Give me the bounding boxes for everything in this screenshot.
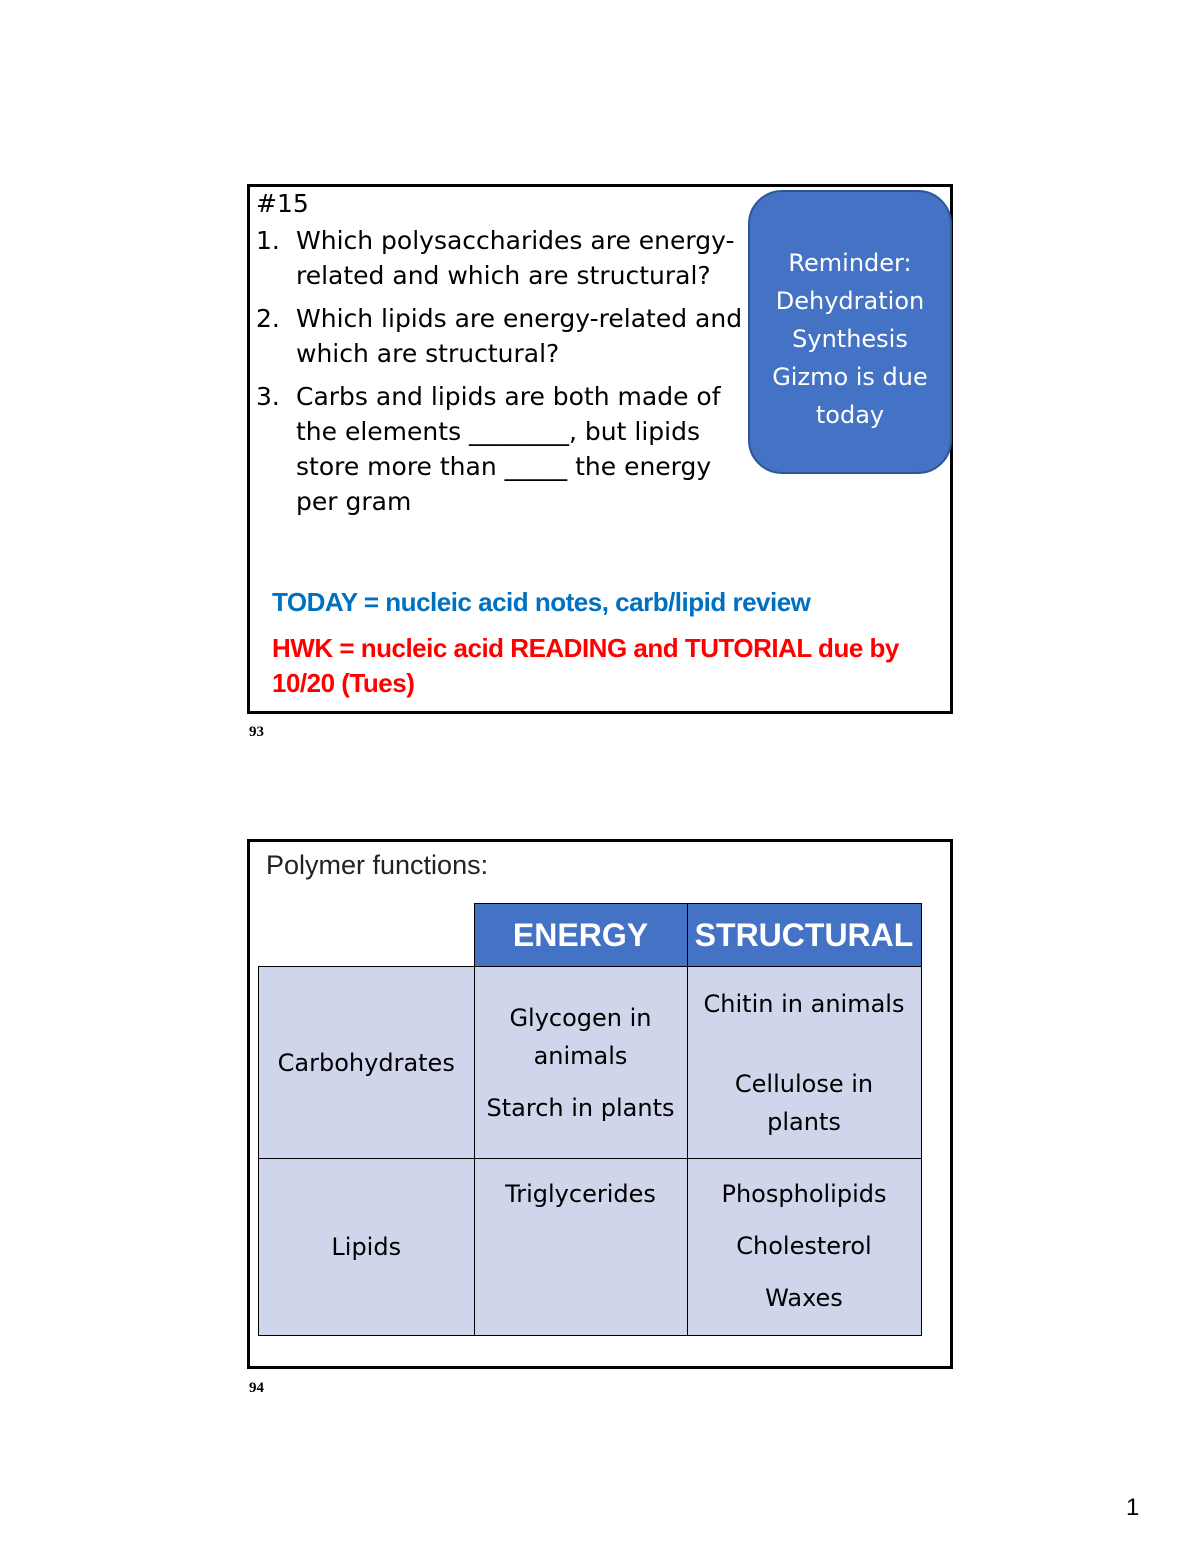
- slide-number: 93: [249, 724, 264, 740]
- cell-item: Chitin in animals: [703, 989, 905, 1018]
- column-header-structural: STRUCTURAL: [687, 904, 921, 967]
- question-text: Which lipids are energy-related and which are structural?: [296, 304, 743, 368]
- question-item: [256, 379, 746, 519]
- slide-number: 94: [249, 1380, 264, 1396]
- cell-item: Cellulose in plants: [734, 1069, 874, 1136]
- row-label-text: Carbohydrates: [277, 1048, 455, 1077]
- question-number: 2.: [256, 304, 280, 333]
- table-header-row: [259, 904, 922, 967]
- slide-93: [247, 184, 953, 714]
- row-label-text: Lipids: [331, 1233, 402, 1261]
- page-number: 1: [1126, 1494, 1140, 1521]
- reminder-callout: [748, 190, 952, 474]
- table-corner: [259, 904, 475, 967]
- energy-cell: [474, 1159, 687, 1336]
- table-row: [259, 967, 922, 1159]
- question-item: [256, 301, 746, 371]
- question-number: 1.: [256, 226, 280, 255]
- row-label: [259, 1159, 475, 1336]
- cell-item: Triglycerides: [505, 1180, 656, 1208]
- polymer-functions-table: [258, 903, 922, 1336]
- reminder-text: Reminder: Dehydration Synthesis Gizmo is due today: [772, 249, 928, 429]
- structural-cell: [687, 967, 921, 1159]
- warmup-number: #15: [256, 189, 309, 218]
- cell-item: Phospholipids: [721, 1180, 887, 1208]
- row-label: [259, 967, 475, 1159]
- cell-item: Cholesterol: [736, 1232, 872, 1260]
- energy-cell: [474, 967, 687, 1159]
- cell-item: Glycogen in animals: [509, 1003, 652, 1070]
- question-text: Which polysaccharides are energy-related and which are structural?: [296, 226, 735, 290]
- table-row: [259, 1159, 922, 1336]
- today-agenda: TODAY = nucleic acid notes, carb/lipid review: [272, 587, 811, 617]
- column-header-energy: ENERGY: [474, 904, 687, 967]
- question-item: [256, 223, 746, 293]
- question-text: Carbs and lipids are both made of the elements ________, but lipids store more than _____ the energy per gram: [296, 382, 721, 516]
- question-number: 3.: [256, 382, 280, 411]
- slide-title: Polymer functions:: [266, 850, 489, 880]
- cell-item: Waxes: [765, 1284, 843, 1312]
- slide-94: [247, 839, 953, 1369]
- structural-cell: [687, 1159, 921, 1336]
- cell-item: Starch in plants: [486, 1093, 675, 1122]
- question-list: [256, 223, 746, 527]
- homework-note: HWK = nucleic acid READING and TUTORIAL due by 10/20 (Tues): [272, 633, 899, 698]
